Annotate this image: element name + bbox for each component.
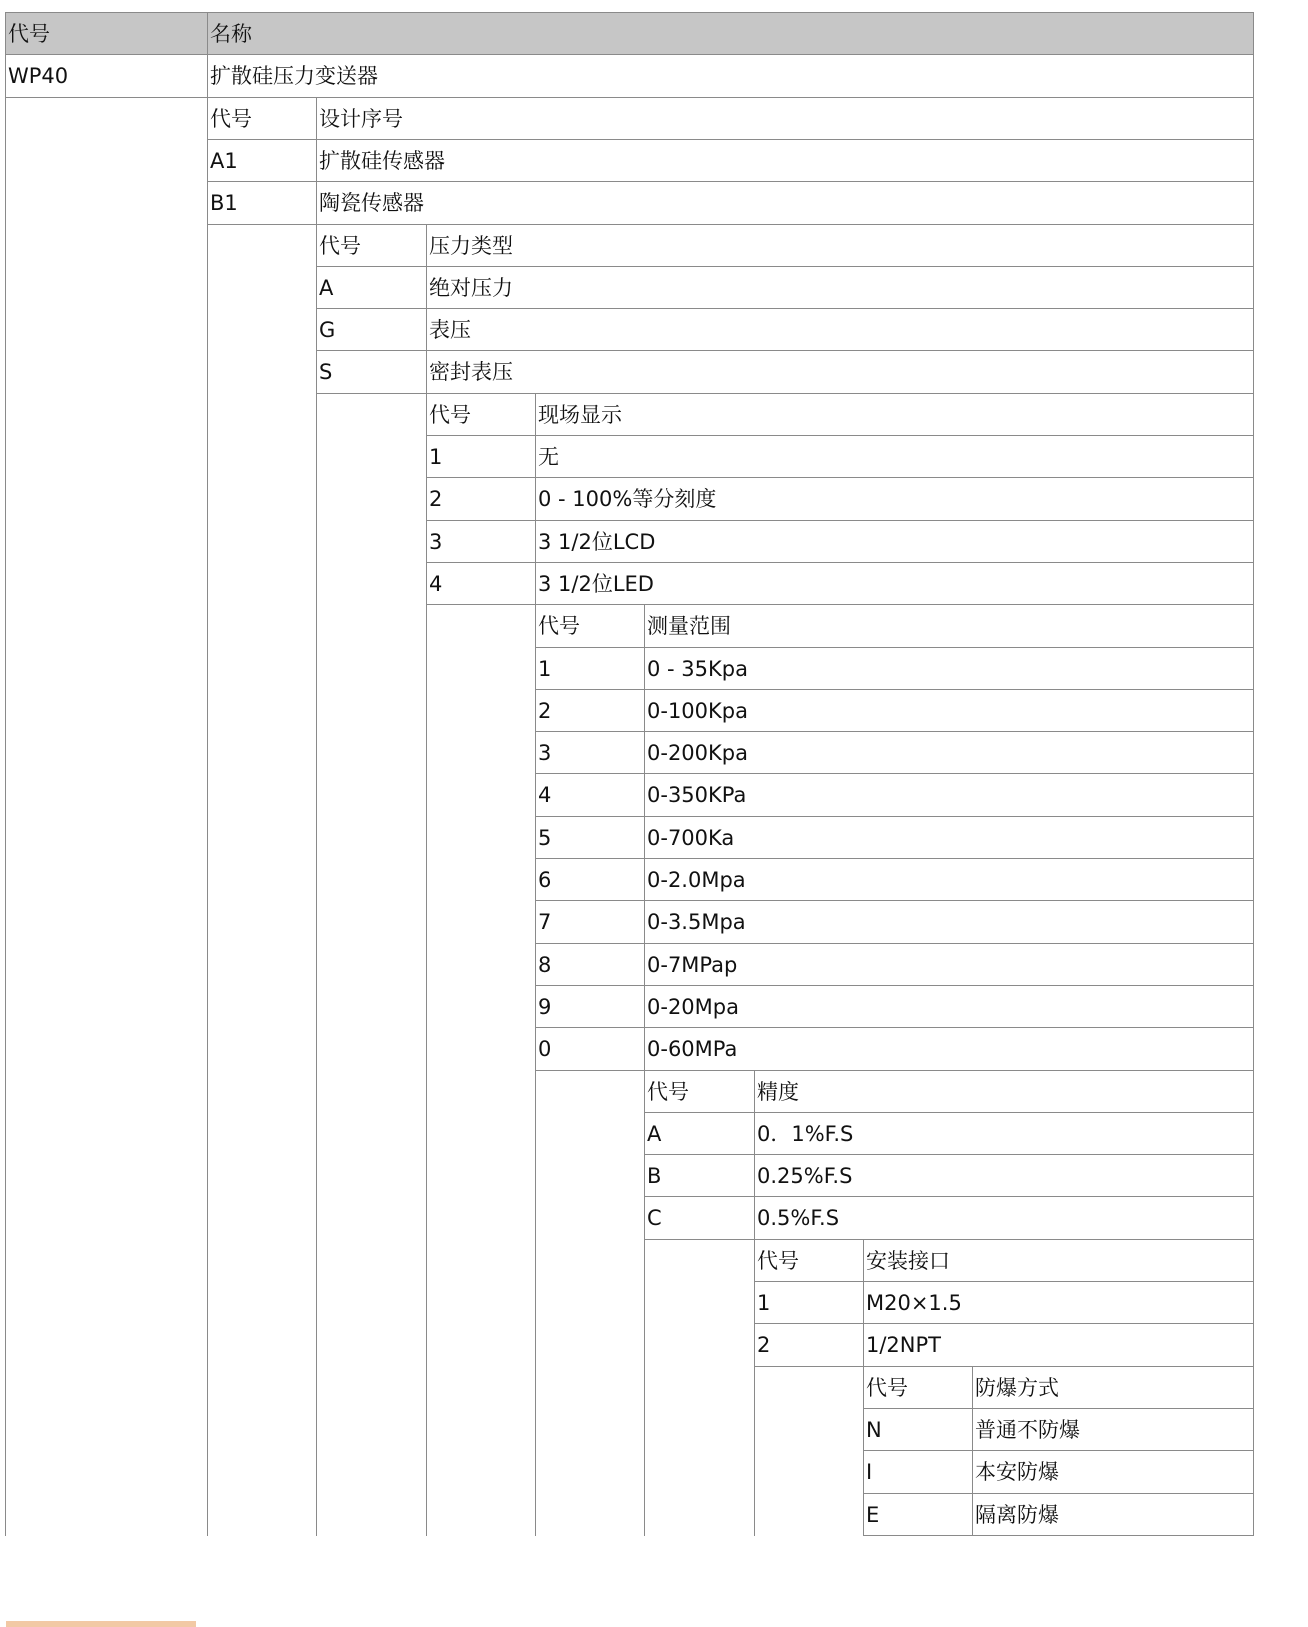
name-cell: 普通不防爆 [975, 1418, 1080, 1442]
name-header-cell: 名称 [210, 22, 252, 46]
name-header-cell: 安装接口 [866, 1249, 950, 1273]
name-cell: 表压 [429, 318, 471, 342]
name-cell: 0-200Kpa [647, 741, 748, 765]
column-divider [207, 12, 208, 1536]
name-header-cell: 防爆方式 [975, 1376, 1059, 1400]
name-header-cell: 现场显示 [538, 403, 622, 427]
code-header-cell: 代号 [757, 1249, 799, 1273]
name-cell: 密封表压 [429, 360, 513, 384]
name-cell: 0 - 100%等分刻度 [538, 487, 717, 511]
name-cell: 0.5%F.S [757, 1206, 840, 1230]
code-cell: I [866, 1460, 873, 1484]
code-cell: 8 [538, 953, 552, 977]
name-header-cell: 压力类型 [429, 234, 513, 258]
code-cell: 2 [429, 487, 443, 511]
name-cell: 扩散硅压力变送器 [210, 64, 378, 88]
name-cell: 0-700Ka [647, 826, 735, 850]
code-cell: 1 [538, 657, 552, 681]
code-cell: C [647, 1206, 662, 1230]
name-header-cell: 精度 [757, 1080, 799, 1104]
code-cell: B1 [210, 191, 238, 215]
name-cell: 0-60MPa [647, 1037, 738, 1061]
name-cell: 绝对压力 [429, 276, 513, 300]
name-cell: 无 [538, 445, 559, 469]
bottom-accent-bar [6, 1621, 196, 1627]
name-cell: 隔离防爆 [975, 1503, 1059, 1527]
name-header-cell: 设计序号 [319, 107, 403, 131]
code-cell: A [647, 1122, 662, 1146]
code-header-cell: 代号 [647, 1080, 689, 1104]
name-cell: 0-20Mpa [647, 995, 739, 1019]
code-cell: B [647, 1164, 662, 1188]
name-cell: 0-100Kpa [647, 699, 748, 723]
table-right-border [1253, 12, 1254, 1536]
code-cell: 0 [538, 1037, 552, 1061]
code-cell: G [319, 318, 336, 342]
name-cell: 1/2NPT [866, 1333, 941, 1357]
name-cell: M20×1.5 [866, 1291, 962, 1315]
name-cell: 本安防爆 [975, 1460, 1059, 1484]
code-header-cell: 代号 [866, 1376, 908, 1400]
code-header-cell: 代号 [319, 234, 361, 258]
code-cell: 9 [538, 995, 552, 1019]
code-cell: 3 [538, 741, 552, 765]
code-cell: 1 [429, 445, 443, 469]
code-cell: 6 [538, 868, 552, 892]
code-header-cell: 代号 [8, 22, 50, 46]
code-cell: E [866, 1503, 880, 1527]
code-cell: WP40 [8, 64, 69, 88]
code-cell: 7 [538, 910, 552, 934]
code-cell: 4 [429, 572, 443, 596]
name-cell: 0 - 35Kpa [647, 657, 748, 681]
name-cell: 0-350KPa [647, 783, 747, 807]
code-header-cell: 代号 [210, 107, 252, 131]
code-cell: A1 [210, 149, 238, 173]
code-cell: 5 [538, 826, 552, 850]
code-header-cell: 代号 [429, 403, 471, 427]
name-header-cell: 测量范围 [647, 614, 731, 638]
code-cell: N [866, 1418, 882, 1442]
code-cell: 2 [757, 1333, 771, 1357]
name-cell: 3 1/2位LCD [538, 530, 656, 554]
name-cell: 0-3.5Mpa [647, 910, 746, 934]
code-cell: S [319, 360, 333, 384]
name-cell: 3 1/2位LED [538, 572, 654, 596]
code-header-cell: 代号 [538, 614, 580, 638]
code-cell: 1 [757, 1291, 771, 1315]
name-cell: 0-7MPap [647, 953, 738, 977]
name-cell: 陶瓷传感器 [319, 191, 424, 215]
name-cell: 0.25%F.S [757, 1164, 853, 1188]
name-cell: 0．1%F.S [757, 1122, 854, 1146]
table-left-border [5, 12, 6, 1536]
code-cell: A [319, 276, 334, 300]
name-cell: 扩散硅传感器 [319, 149, 445, 173]
name-cell: 0-2.0Mpa [647, 868, 746, 892]
code-cell: 3 [429, 530, 443, 554]
code-cell: 2 [538, 699, 552, 723]
code-cell: 4 [538, 783, 552, 807]
